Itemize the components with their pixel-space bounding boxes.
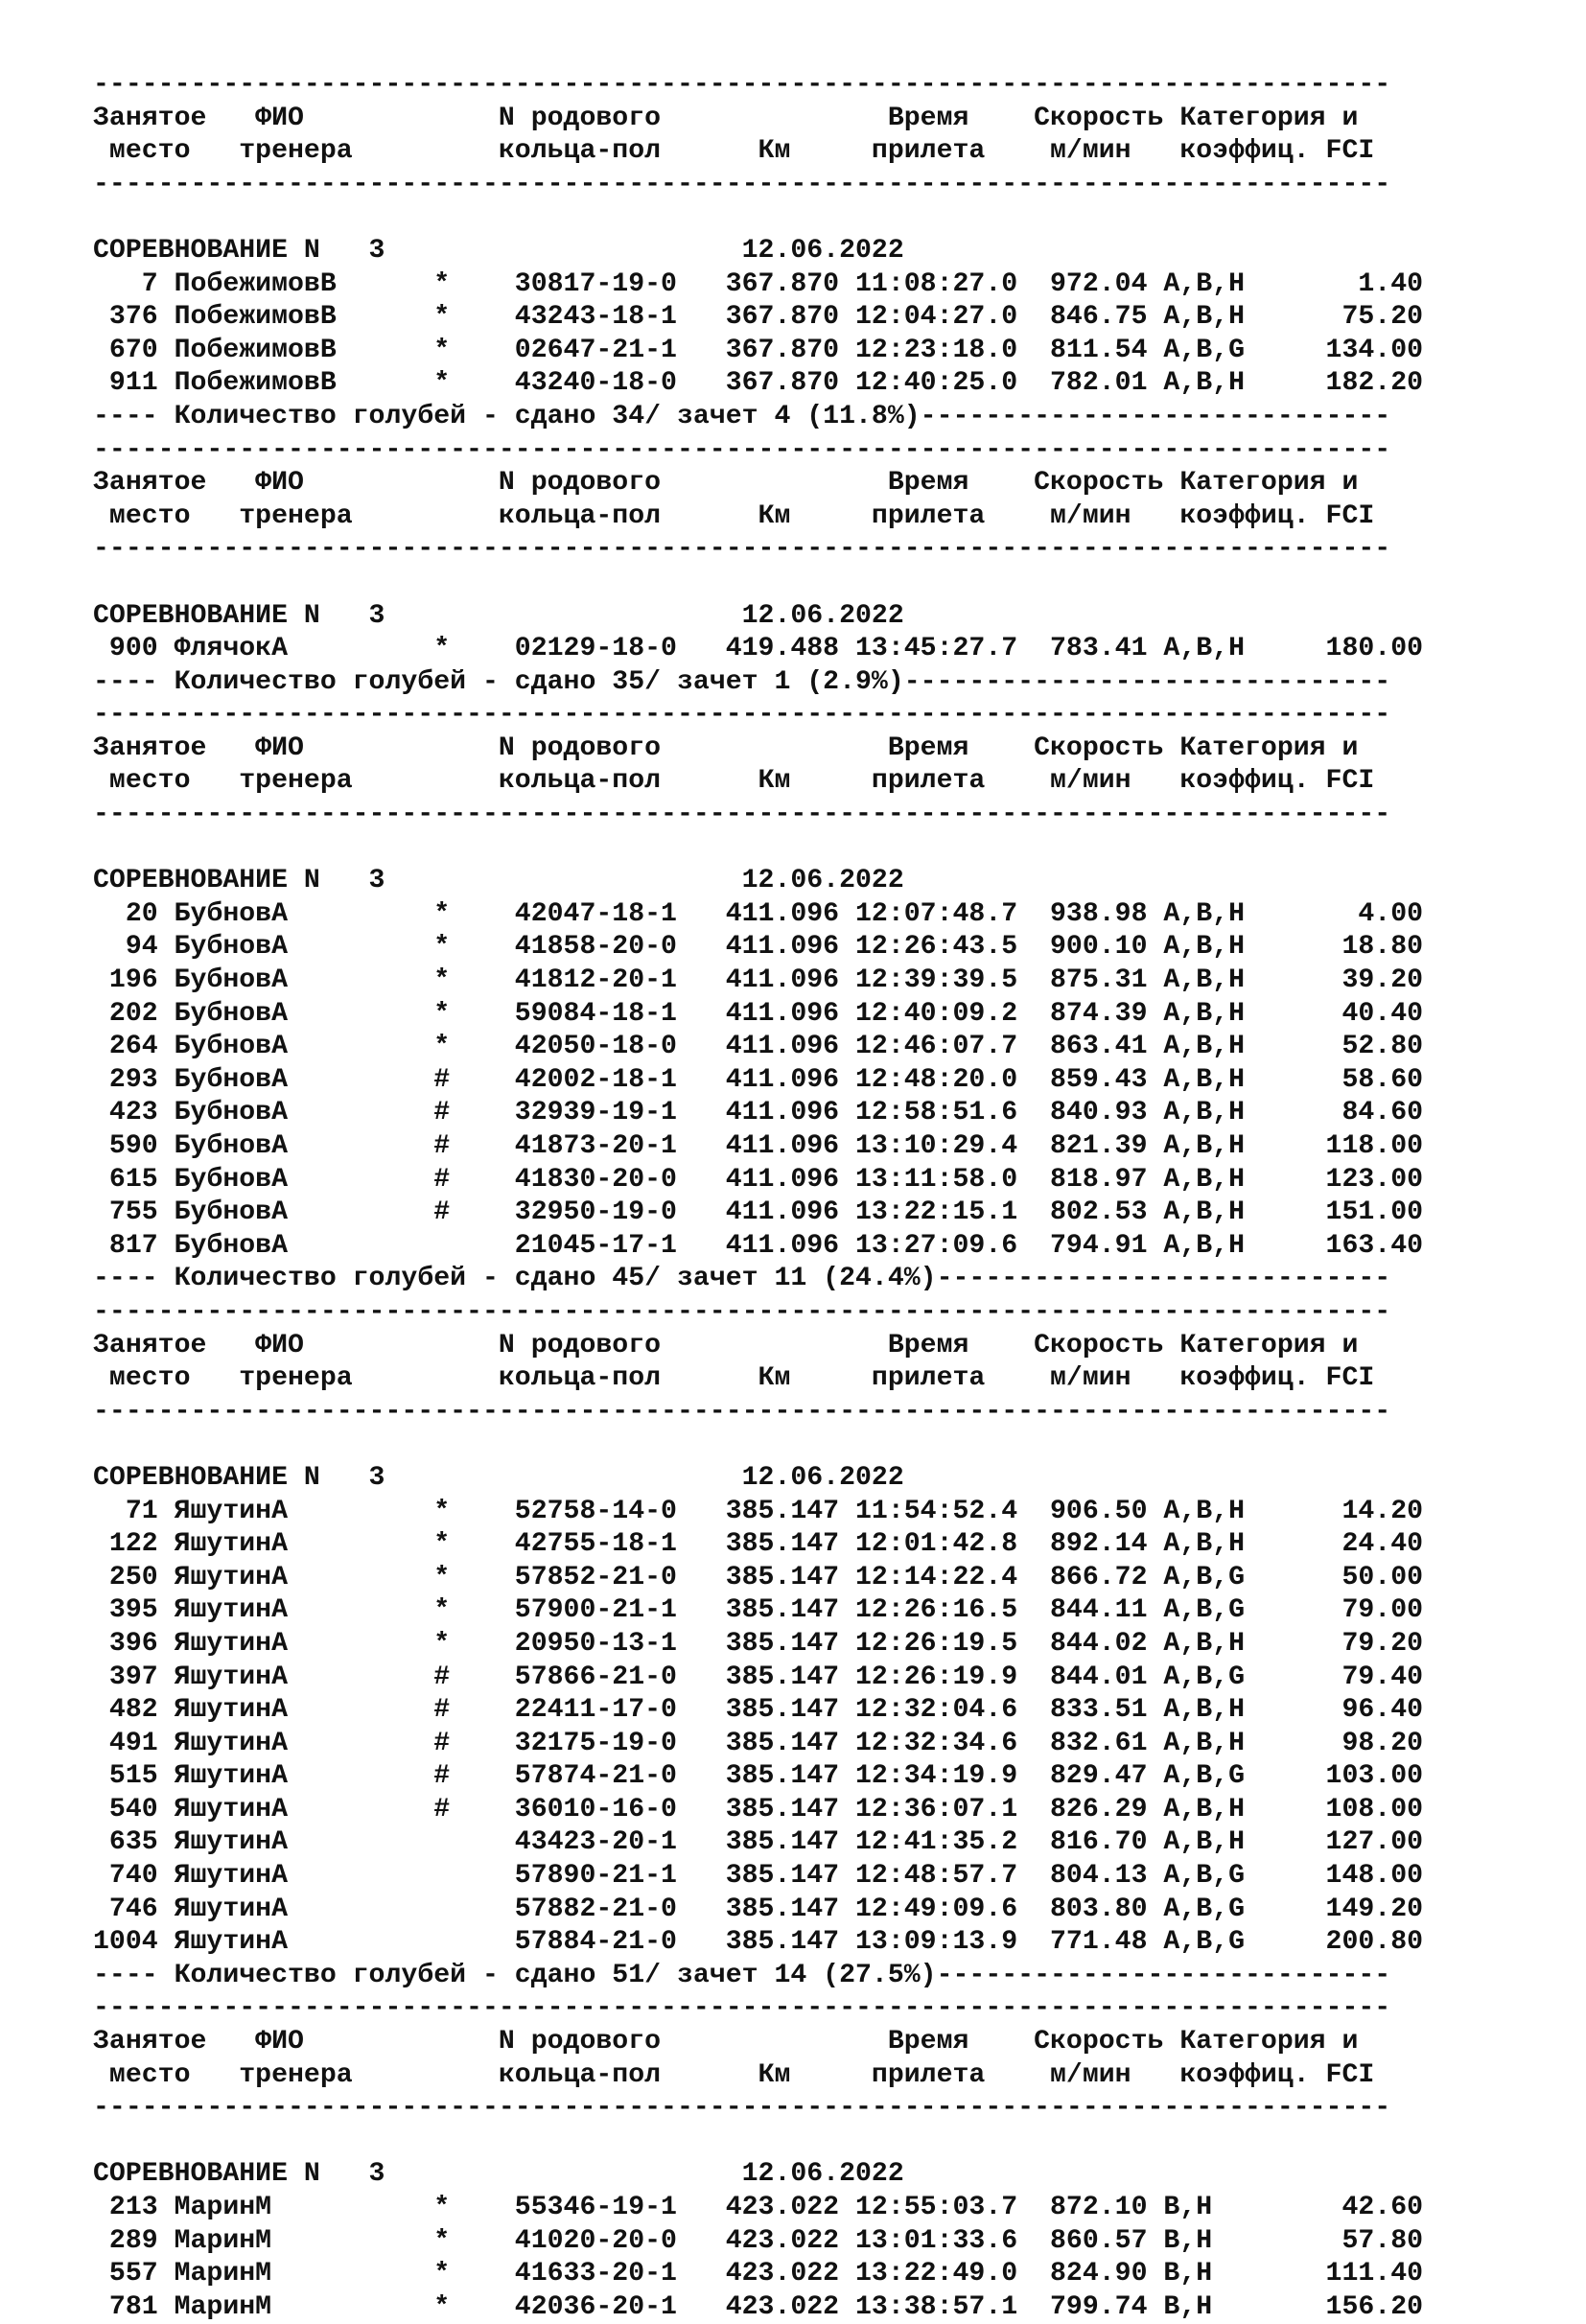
competition-title: СОРЕВНОВАНИЕ N 3 12.06.2022	[93, 1462, 904, 1493]
blank-line	[93, 567, 1423, 600]
separator-line: --------------------------------------------------------------------------------	[93, 434, 1391, 465]
result-row: 250 ЯшутинА * 57852-21-0 385.147 12:14:22.4 866.72 A,B,G 50.00	[93, 1562, 1424, 1592]
separator-line: --------------------------------------------------------------------------------	[93, 800, 1391, 830]
separator-line: --------------------------------------------------------------------------------	[93, 169, 1391, 199]
result-row: 94 БубновА * 41858-20-0 411.096 12:26:43.5 900.10 A,B,H 18.80	[93, 932, 1424, 963]
section-summary: ---- Количество голубей - сдано 34/ зачет 4 (11.8%)-----------------------------	[93, 401, 1391, 431]
result-row: 196 БубновА * 41812-20-1 411.096 12:39:39.5 875.31 A,B,H 39.20	[93, 965, 1424, 996]
result-row: 911 ПобежимовВ * 43240-18-0 367.870 12:40:25.0 782.01 A,B,H 182.20	[93, 368, 1424, 399]
blank-line	[93, 201, 1423, 235]
column-header-line-2: место тренера кольца-пол Км прилета м/мин коэффиц. FCI	[93, 136, 1375, 167]
column-header-line-1: Занятое ФИО N родового Время Скорость Категория и	[93, 2027, 1359, 2057]
result-row: 395 ЯшутинА * 57900-21-1 385.147 12:26:16.5 844.11 A,B,G 79.00	[93, 1595, 1424, 1626]
result-row: 491 ЯшутинА # 32175-19-0 385.147 12:32:34.6 832.61 A,B,H 98.20	[93, 1728, 1424, 1758]
blank-line	[93, 2126, 1423, 2159]
column-header-line-1: Занятое ФИО N родового Время Скорость Категория и	[93, 103, 1359, 133]
blank-line	[93, 832, 1423, 866]
result-row: 396 ЯшутинА * 20950-13-1 385.147 12:26:19.5 844.02 A,B,H 79.20	[93, 1628, 1424, 1659]
section-summary: ---- Количество голубей - сдано 35/ зачет 1 (2.9%)------------------------------	[93, 666, 1391, 697]
result-row: 740 ЯшутинА 57890-21-1 385.147 12:48:57.7 804.13 A,B,G 148.00	[93, 1861, 1424, 1892]
separator-line: --------------------------------------------------------------------------------	[93, 1296, 1391, 1327]
result-row: 755 БубновА # 32950-19-0 411.096 13:22:15.1 802.53 A,B,H 151.00	[93, 1197, 1424, 1228]
result-row: 746 ЯшутинА 57882-21-0 385.147 12:49:09.6 803.80 A,B,G 149.20	[93, 1894, 1424, 1924]
separator-line: --------------------------------------------------------------------------------	[93, 70, 1391, 100]
result-row: 264 БубновА * 42050-18-0 411.096 12:46:07.7 863.41 A,B,H 52.80	[93, 1032, 1424, 1062]
result-row: 590 БубновА # 41873-20-1 411.096 13:10:29.4 821.39 A,B,H 118.00	[93, 1131, 1424, 1161]
results-document	[93, 69, 1423, 2324]
result-row: 20 БубновА * 42047-18-1 411.096 12:07:48.7 938.98 A,B,H 4.00	[93, 898, 1424, 929]
result-row: 293 БубновА # 42002-18-1 411.096 12:48:20.0 859.43 A,B,H 58.60	[93, 1064, 1424, 1095]
result-row: 122 ЯшутинА * 42755-18-1 385.147 12:01:42.8 892.14 A,B,H 24.40	[93, 1529, 1424, 1560]
result-row: 900 ФлячокА * 02129-18-0 419.488 13:45:27.7 783.41 A,B,H 180.00	[93, 634, 1424, 664]
result-row: 71 ЯшутинА * 52758-14-0 385.147 11:54:52.4 906.50 A,B,H 14.20	[93, 1496, 1424, 1526]
competition-title: СОРЕВНОВАНИЕ N 3 12.06.2022	[93, 866, 904, 896]
column-header-line-2: место тренера кольца-пол Км прилета м/мин коэффиц. FCI	[93, 1363, 1375, 1394]
result-row: 482 ЯшутинА # 22411-17-0 385.147 12:32:04.6 833.51 A,B,H 96.40	[93, 1695, 1424, 1726]
separator-line: --------------------------------------------------------------------------------	[93, 534, 1391, 565]
result-row: 615 БубновА # 41830-20-0 411.096 13:11:58.0 818.97 A,B,H 123.00	[93, 1164, 1424, 1195]
result-row: 540 ЯшутинА # 36010-16-0 385.147 12:36:07.1 826.29 A,B,H 108.00	[93, 1794, 1424, 1824]
result-row: 213 МаринМ * 55346-19-1 423.022 12:55:03.7 872.10 B,H 42.60	[93, 2193, 1424, 2222]
column-header-line-1: Занятое ФИО N родового Время Скорость Категория и	[93, 1330, 1359, 1360]
separator-line: --------------------------------------------------------------------------------	[93, 1396, 1391, 1427]
column-header-line-1: Занятое ФИО N родового Время Скорость Категория и	[93, 732, 1359, 763]
result-row: 289 МаринМ * 41020-20-0 423.022 13:01:33.6 860.57 B,H 57.80	[93, 2225, 1424, 2256]
competition-title: СОРЕВНОВАНИЕ N 3 12.06.2022	[93, 2159, 904, 2190]
result-row: 202 БубновА * 59084-18-1 411.096 12:40:09.2 874.39 A,B,H 40.40	[93, 998, 1424, 1029]
column-header-line-2: место тренера кольца-пол Км прилета м/мин коэффиц. FCI	[93, 766, 1375, 797]
section-summary: ---- Количество голубей - сдано 45/ зачет 11 (24.4%)----------------------------	[93, 1264, 1391, 1294]
result-row: 635 ЯшутинА 43423-20-1 385.147 12:41:35.2 816.70 A,B,H 127.00	[93, 1827, 1424, 1858]
column-header-line-1: Занятое ФИО N родового Время Скорость Категория и	[93, 468, 1359, 499]
result-row: 376 ПобежимовВ * 43243-18-1 367.870 12:04:27.0 846.75 A,B,H 75.20	[93, 302, 1424, 333]
section-summary: ---- Количество голубей - сдано 51/ зачет 14 (27.5%)----------------------------	[93, 1960, 1391, 1990]
competition-title: СОРЕВНОВАНИЕ N 3 12.06.2022	[93, 600, 904, 631]
separator-line: --------------------------------------------------------------------------------	[93, 700, 1391, 731]
result-row: 817 БубновА 21045-17-1 411.096 13:27:09.6 794.91 A,B,H 163.40	[93, 1230, 1424, 1261]
result-row: 7 ПобежимовВ * 30817-19-0 367.870 11:08:27.0 972.04 A,B,H 1.40	[93, 268, 1424, 299]
result-row: 557 МаринМ * 41633-20-1 423.022 13:22:49.0 824.90 B,H 111.40	[93, 2259, 1424, 2289]
blank-line	[93, 1429, 1423, 1462]
result-row: 1004 ЯшутинА 57884-21-0 385.147 13:09:13.9 771.48 A,B,G 200.80	[93, 1927, 1424, 1958]
column-header-line-2: место тренера кольца-пол Км прилета м/мин коэффиц. FCI	[93, 500, 1375, 531]
result-row: 670 ПобежимовВ * 02647-21-1 367.870 12:23:18.0 811.54 A,B,G 134.00	[93, 335, 1424, 365]
result-row: 515 ЯшутинА # 57874-21-0 385.147 12:34:19.9 829.47 A,B,G 103.00	[93, 1761, 1424, 1792]
competition-title: СОРЕВНОВАНИЕ N 3 12.06.2022	[93, 235, 904, 266]
result-row: 781 МаринМ * 42036-20-1 423.022 13:38:57.1 799.74 B,H 156.20	[93, 2291, 1424, 2322]
result-row: 423 БубновА # 32939-19-1 411.096 12:58:51.6 840.93 A,B,H 84.60	[93, 1098, 1424, 1128]
result-row: 397 ЯшутинА # 57866-21-0 385.147 12:26:19.9 844.01 A,B,G 79.40	[93, 1662, 1424, 1692]
separator-line: --------------------------------------------------------------------------------	[93, 1993, 1391, 2024]
separator-line: --------------------------------------------------------------------------------	[93, 2093, 1391, 2124]
column-header-line-2: место тренера кольца-пол Км прилета м/мин коэффиц. FCI	[93, 2059, 1375, 2090]
